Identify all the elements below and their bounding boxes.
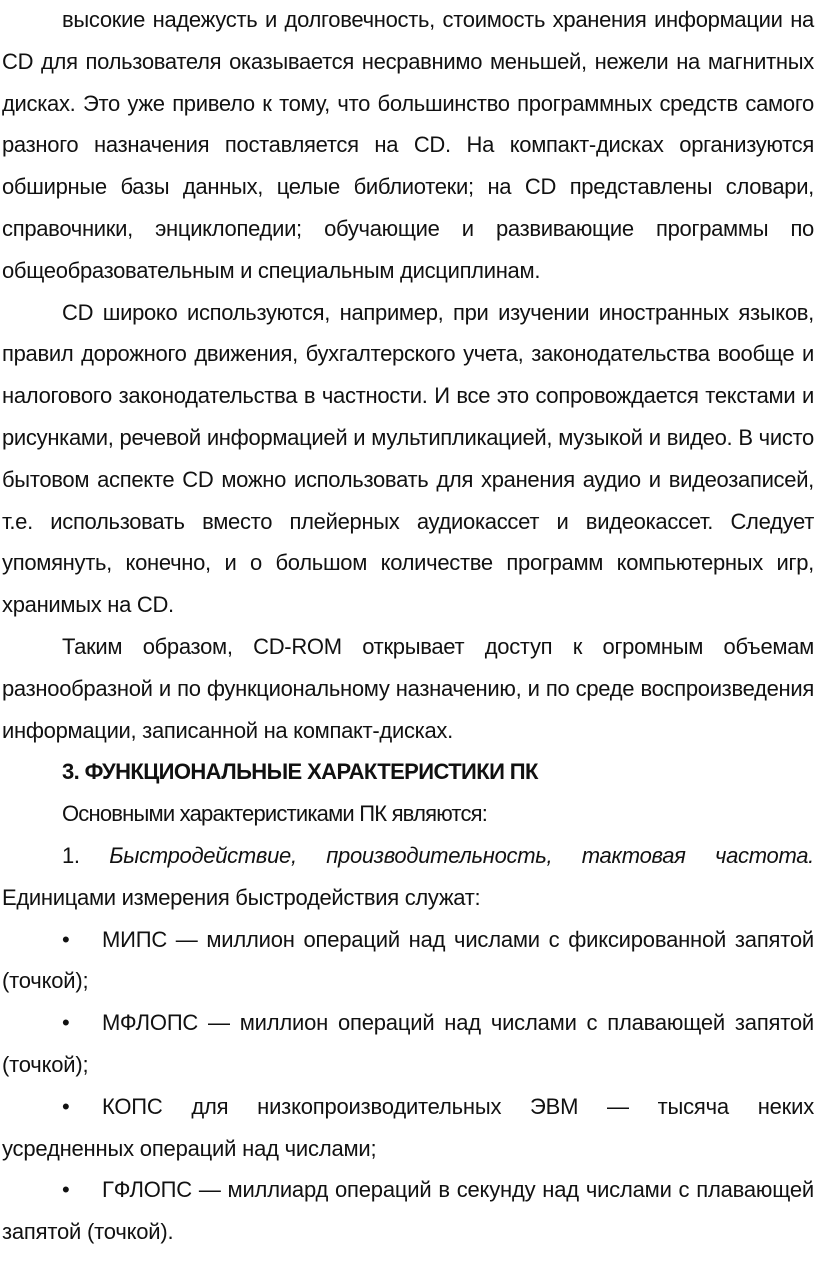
bullet-mark: • [62,1177,70,1203]
bullet-mark: • [62,926,70,952]
list-item-number: 1. [62,842,80,868]
bullet-text: КОПС для низкопроизводительных ЭВМ — тысяча неких усредненных операций над числами; [2,1093,814,1161]
bullet-item-gflops [2,1169,814,1253]
paragraph-cd-usage: CD широко используются, например, при изучении иностранных языков, правил дорожного движения, бухгалтерского учета, законодательства вообще и налогового законодательства в частности. И все это сопровождается текстами и рисунками, речевой информацией и мультипликацией, музыкой и видео. В чисто бытовом аспекте CD можно использовать для хранения аудио и видеозаписей, т.е. использовать вместо плейерных аудиокассет и видеокассет. Следует упомянуть, конечно, и о большом количестве программ компьютерных игр, хранимых на CD. [2,299,814,618]
paragraph-cd-rom-conclusion: Таким образом, CD-ROM открывает доступ к огромным объемам разнообразной и по функциональному назначению, и по среде воспроизведения информации, записанной на компакт-дисках. [2,633,814,743]
paragraph-cd-reliability: высокие надежусть и долговечность, стоимость хранения информации на CD для пользователя оказывается несравнимо меньшей, нежели на магнитных дисках. Это уже привело к тому, что большинство программных средств самого разного назначения поставляется на CD. На компакт-дисках организуются обширные базы данных, целые библиотеки; на CD представлены словари, справочники, энциклопедии; обучающие и развивающие программы по общеобразовательным и специальным дисциплинам. [2,7,814,283]
bullet-mark: • [62,1093,70,1119]
section-heading: 3. ФУНКЦИОНАЛЬНЫЕ ХАРАКТЕРИСТИКИ ПК [62,759,538,785]
bullet-item-kops [2,1086,814,1170]
section-intro: Основными характеристиками ПК являются: [62,801,488,827]
list-item-1 [2,835,814,919]
bullet-mark: • [62,1010,70,1036]
bullet-item-mflops [2,1002,814,1086]
bullet-text: МФЛОПС — миллион операций над числами с плавающей запятой (точкой); [2,1010,814,1077]
bullet-item-mips [2,919,814,1003]
bullet-text: МИПС — миллион операций над числами с фиксированной запятой (точкой); [2,926,814,994]
list-item-text: Единицами измерения быстродействия служат: [2,884,481,910]
bullet-text: ГФЛОПС — миллиард операций в секунду над числами с плавающей запятой (точкой). [2,1177,814,1245]
list-item-title: Быстродействие, производительность, тактовая частота. [109,842,814,868]
document-page [2,0,814,1253]
